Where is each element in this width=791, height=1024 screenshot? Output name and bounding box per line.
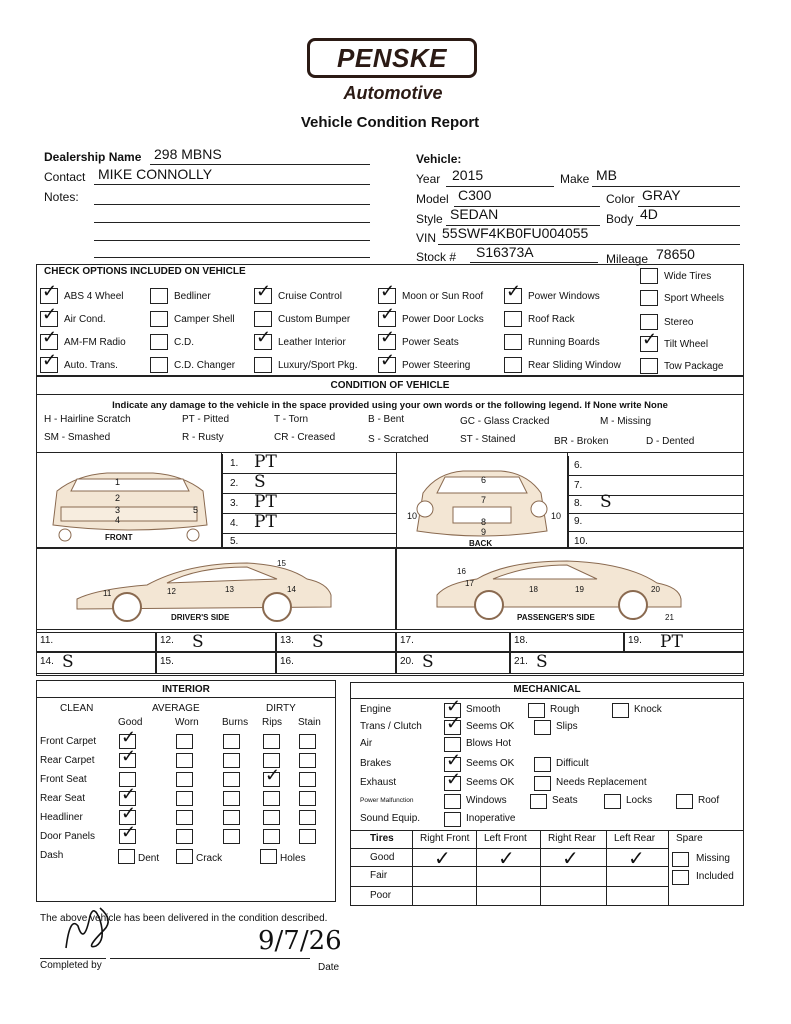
mechanical-option-label: Seems OK xyxy=(466,721,515,732)
mechanical-row-label: Brakes xyxy=(360,758,392,769)
option-label: AM-FM Radio xyxy=(64,337,126,348)
damage-mark[interactable]: S xyxy=(600,492,612,512)
damage-cell-number: 2. xyxy=(230,478,239,489)
signature-image xyxy=(60,896,120,960)
check-mark-icon: ✓ xyxy=(446,769,462,789)
option-label: Power Door Locks xyxy=(402,314,484,325)
passenger-num-18: 18 xyxy=(529,585,538,594)
legend-item: R - Rusty xyxy=(182,432,224,443)
damage-cell[interactable] xyxy=(156,632,276,652)
logo-subtitle: Automotive xyxy=(343,83,443,103)
interior-checkbox[interactable] xyxy=(223,829,240,844)
option-checkbox[interactable] xyxy=(150,288,168,304)
check-mark-icon: ✓ xyxy=(42,327,58,347)
option-label: Sport Wheels xyxy=(664,293,725,304)
dealership-name-label: Dealership Name xyxy=(44,150,142,164)
check-mark-icon: ✓ xyxy=(42,281,58,301)
front-num-3: 3 xyxy=(115,505,121,515)
mechanical-checkbox[interactable] xyxy=(534,757,551,772)
mechanical-checkbox[interactable] xyxy=(444,794,461,809)
interior-checkbox[interactable] xyxy=(263,829,280,844)
interior-column-header: Stain xyxy=(298,717,321,728)
option-checkbox[interactable] xyxy=(504,281,522,304)
color-label: Color xyxy=(606,192,635,206)
driver-num-15: 15 xyxy=(277,559,286,568)
option-checkbox[interactable] xyxy=(640,268,658,284)
interior-column-header: Good xyxy=(118,717,143,728)
model-label: Model xyxy=(416,192,449,206)
option-checkbox[interactable] xyxy=(150,334,168,350)
legend-item: BR - Broken xyxy=(554,436,609,447)
option-label: Cruise Control xyxy=(278,291,342,302)
interior-checkbox[interactable] xyxy=(223,810,240,825)
option-label: Power Seats xyxy=(402,337,459,348)
tire-column-header: Right Rear xyxy=(548,833,596,844)
option-label: Wide Tires xyxy=(664,271,712,282)
mechanical-checkbox[interactable] xyxy=(528,703,545,718)
report-title: Vehicle Condition Report xyxy=(300,114,480,131)
damage-cell-number: 1. xyxy=(230,458,239,469)
back-num-8: 8 xyxy=(481,517,487,527)
damage-mark[interactable]: S xyxy=(254,472,266,492)
option-label: Running Boards xyxy=(528,337,600,348)
check-mark-icon: ✓ xyxy=(380,304,396,324)
damage-cell[interactable] xyxy=(568,512,744,532)
check-mark-icon: ✓ xyxy=(380,281,396,301)
mechanical-row-label: Exhaust xyxy=(360,777,397,788)
damage-mark[interactable]: PT xyxy=(254,492,277,512)
damage-cell[interactable] xyxy=(624,632,744,652)
option-checkbox[interactable] xyxy=(254,281,272,304)
vin-label: VIN xyxy=(416,231,437,245)
mechanical-row-label: Sound Equip. xyxy=(360,813,421,824)
damage-cell-number: 18. xyxy=(514,635,528,646)
damage-cell-number: 17. xyxy=(400,635,414,646)
option-checkbox[interactable] xyxy=(40,304,58,327)
passenger-side-label: PASSENGER'S SIDE xyxy=(517,613,595,622)
mileage-label: Mileage xyxy=(606,252,649,266)
option-checkbox[interactable] xyxy=(504,334,522,350)
mechanical-option-label: Seats xyxy=(552,795,578,806)
tires-label: Tires xyxy=(370,833,394,844)
interior-checkbox[interactable] xyxy=(176,753,193,768)
dash-label: Dash xyxy=(40,850,64,861)
front-label: FRONT xyxy=(105,533,133,542)
year-value[interactable]: 2015 xyxy=(452,167,484,183)
dash-checkbox[interactable] xyxy=(118,849,135,864)
interior-checkbox[interactable] xyxy=(299,829,316,844)
front-num-1: 1 xyxy=(115,477,121,487)
mechanical-option-label: Smooth xyxy=(466,704,501,715)
interior-checkbox[interactable] xyxy=(299,810,316,825)
interior-checkbox[interactable] xyxy=(299,734,316,749)
date-label: Date xyxy=(318,962,340,973)
condition-instruction: Indicate any damage to the vehicle in the space provided using your own words or the following legend. If None write None xyxy=(112,400,668,411)
mechanical-checkbox[interactable] xyxy=(604,794,621,809)
option-label: Bedliner xyxy=(174,291,211,302)
mechanical-row-label: Air xyxy=(360,738,373,749)
tire-row-label: Poor xyxy=(370,890,392,901)
damage-cell[interactable] xyxy=(222,494,396,514)
mileage-value[interactable]: 78650 xyxy=(656,246,695,262)
legend-item: SM - Smashed xyxy=(44,432,111,443)
interior-checkbox[interactable] xyxy=(176,772,193,787)
passenger-num-17: 17 xyxy=(465,579,474,588)
interior-checkbox[interactable] xyxy=(176,791,193,806)
mechanical-checkbox[interactable] xyxy=(444,769,462,791)
contact-value[interactable]: MIKE CONNOLLY xyxy=(98,166,213,182)
option-label: Power Steering xyxy=(402,360,471,371)
legend-item: T - Torn xyxy=(274,414,309,425)
option-label: Custom Bumper xyxy=(278,314,351,325)
check-mark-icon: ✓ xyxy=(506,281,522,301)
scale-dirty: DIRTY xyxy=(266,703,296,714)
damage-cell-number: 16. xyxy=(280,656,294,667)
mechanical-option-label: Windows xyxy=(466,795,507,806)
damage-cell-number: 9. xyxy=(574,516,583,527)
mechanical-option-label: Seems OK xyxy=(466,758,515,769)
interior-column-header: Burns xyxy=(222,717,249,728)
damage-mark[interactable]: S xyxy=(192,632,204,652)
damage-cell-number: 19. xyxy=(628,635,642,646)
damage-mark[interactable]: PT xyxy=(254,512,277,532)
option-checkbox[interactable] xyxy=(254,357,272,373)
option-label: Leather Interior xyxy=(278,337,346,348)
tire-good-check-icon: ✓ xyxy=(628,846,645,870)
mechanical-checkbox[interactable] xyxy=(530,794,547,809)
legend-item: B - Bent xyxy=(368,414,405,425)
option-label: Tilt Wheel xyxy=(664,339,709,350)
driver-num-14: 14 xyxy=(287,585,296,594)
mechanical-option-label: Blows Hot xyxy=(466,738,512,749)
legend-item: S - Scratched xyxy=(368,434,429,445)
front-num-2: 2 xyxy=(115,493,121,503)
stock-value[interactable]: S16373A xyxy=(476,244,534,260)
delivery-statement: The above vehicle has been delivered in the condition described. xyxy=(40,913,328,924)
interior-checkbox[interactable] xyxy=(263,791,280,806)
legend-item: D - Dented xyxy=(646,436,695,447)
body-value[interactable]: 4D xyxy=(640,206,658,222)
driver-num-11: 11 xyxy=(103,589,112,598)
check-mark-icon: ✓ xyxy=(256,327,272,347)
option-checkbox[interactable] xyxy=(40,350,58,373)
mechanical-heading: MECHANICAL xyxy=(513,684,581,695)
damage-cell-number: 7. xyxy=(574,480,583,491)
mechanical-option-label: Locks xyxy=(626,795,653,806)
mechanical-row-label: Trans / Clutch xyxy=(360,721,422,732)
back-diagram xyxy=(396,452,568,548)
interior-checkbox[interactable] xyxy=(299,791,316,806)
driver-num-12: 12 xyxy=(167,587,176,596)
damage-cell-number: 4. xyxy=(230,518,239,529)
passenger-num-21: 21 xyxy=(665,613,674,622)
interior-checkbox[interactable] xyxy=(263,810,280,825)
mechanical-checkbox[interactable] xyxy=(534,720,551,735)
interior-row-label: Rear Seat xyxy=(40,793,86,804)
check-mark-icon: ✓ xyxy=(42,350,58,370)
legend-item: ST - Stained xyxy=(460,434,516,445)
spare-checkbox[interactable] xyxy=(672,870,689,885)
option-checkbox[interactable] xyxy=(378,281,396,304)
scale-average: AVERAGE xyxy=(152,703,200,714)
tire-row-label: Good xyxy=(370,852,395,863)
option-label: Rear Sliding Window xyxy=(528,360,621,371)
option-label: C.D. Changer xyxy=(174,360,236,371)
tire-good-check-icon: ✓ xyxy=(498,846,515,870)
mechanical-row-label: Engine xyxy=(360,704,392,715)
completed-by-label: Completed by xyxy=(40,960,102,971)
check-mark-icon: ✓ xyxy=(265,765,281,785)
option-checkbox[interactable] xyxy=(254,327,272,350)
damage-cell-number: 3. xyxy=(230,498,239,509)
damage-cell-number: 10. xyxy=(574,536,588,547)
check-mark-icon: ✓ xyxy=(42,304,58,324)
body-label: Body xyxy=(606,212,634,226)
option-checkbox[interactable] xyxy=(254,311,272,327)
mechanical-checkbox[interactable] xyxy=(534,776,551,791)
logo-wordmark: PENSKE xyxy=(337,42,447,73)
damage-mark[interactable]: PT xyxy=(254,452,277,472)
option-label: Stereo xyxy=(664,317,694,328)
option-checkbox[interactable] xyxy=(504,311,522,327)
make-label: Make xyxy=(560,172,590,186)
mechanical-option-label: Slips xyxy=(556,721,578,732)
option-checkbox[interactable] xyxy=(40,327,58,350)
mechanical-option-label: Needs Replacement xyxy=(556,777,647,788)
tire-column-header: Right Front xyxy=(420,833,470,844)
passenger-num-19: 19 xyxy=(575,585,584,594)
option-checkbox[interactable] xyxy=(640,329,658,352)
style-label: Style xyxy=(416,212,443,226)
interior-checkbox[interactable] xyxy=(263,734,280,749)
passenger-side-diagram xyxy=(396,548,744,630)
check-mark-icon: ✓ xyxy=(380,350,396,370)
mechanical-option-label: Knock xyxy=(634,704,662,715)
interior-row-label: Headliner xyxy=(40,812,83,823)
tire-good-check-icon: ✓ xyxy=(562,846,579,870)
back-num-7: 7 xyxy=(481,495,487,505)
damage-cell[interactable] xyxy=(568,476,744,496)
damage-cell-number: 5. xyxy=(230,536,239,547)
dash-option-label: Holes xyxy=(280,853,306,864)
dash-checkbox[interactable] xyxy=(176,849,193,864)
dash-checkbox[interactable] xyxy=(260,849,277,864)
option-checkbox[interactable] xyxy=(640,314,658,330)
back-label: BACK xyxy=(469,539,493,548)
damage-cell[interactable] xyxy=(222,532,396,548)
vehicle-heading: Vehicle: xyxy=(416,152,462,166)
mechanical-option-label: Inoperative xyxy=(466,813,516,824)
model-value[interactable]: C300 xyxy=(458,187,492,203)
tire-column-header: Left Rear xyxy=(614,833,656,844)
dash-option-label: Crack xyxy=(196,853,223,864)
legend-item: PT - Pitted xyxy=(182,414,230,425)
interior-checkbox[interactable] xyxy=(299,772,316,787)
mechanical-checkbox[interactable] xyxy=(444,812,461,827)
penske-logo xyxy=(307,38,477,78)
option-checkbox[interactable] xyxy=(378,327,396,350)
interior-row-label: Front Seat xyxy=(40,774,87,785)
option-checkbox[interactable] xyxy=(640,290,658,306)
damage-cell[interactable] xyxy=(222,474,396,494)
scale-clean: CLEAN xyxy=(60,703,94,714)
date-value[interactable]: 9/7/26 xyxy=(258,926,342,956)
interior-column-header: Worn xyxy=(175,717,199,728)
damage-cell-number: 8. xyxy=(574,498,583,509)
damage-cell-number: 20. xyxy=(400,656,414,667)
damage-cell[interactable] xyxy=(276,632,396,652)
check-mark-icon: ✓ xyxy=(121,746,137,766)
spare-option-label: Missing xyxy=(696,853,730,864)
option-label: C.D. xyxy=(174,337,194,348)
damage-cell[interactable] xyxy=(156,652,276,674)
option-label: Auto. Trans. xyxy=(64,360,118,371)
interior-row-label: Rear Carpet xyxy=(40,755,95,766)
damage-mark[interactable]: S xyxy=(62,652,74,672)
mechanical-checkbox[interactable] xyxy=(612,703,629,718)
interior-checkbox[interactable] xyxy=(119,822,137,844)
interior-checkbox[interactable] xyxy=(223,772,240,787)
check-mark-icon: ✓ xyxy=(121,727,137,747)
interior-row-label: Front Carpet xyxy=(40,736,97,747)
front-num-4: 4 xyxy=(115,515,121,525)
back-num-6: 6 xyxy=(481,475,487,485)
interior-checkbox[interactable] xyxy=(223,734,240,749)
check-mark-icon: ✓ xyxy=(380,327,396,347)
interior-checkbox[interactable] xyxy=(223,753,240,768)
check-mark-icon: ✓ xyxy=(121,822,137,842)
make-value[interactable]: MB xyxy=(596,167,617,183)
check-mark-icon: ✓ xyxy=(256,281,272,301)
option-checkbox[interactable] xyxy=(504,357,522,373)
mechanical-checkbox[interactable] xyxy=(444,713,462,735)
option-checkbox[interactable] xyxy=(40,281,58,304)
tire-column-header: Left Front xyxy=(484,833,527,844)
damage-cell[interactable] xyxy=(568,532,744,548)
damage-cell[interactable] xyxy=(568,494,744,514)
damage-cell[interactable] xyxy=(36,652,156,674)
interior-checkbox[interactable] xyxy=(299,753,316,768)
notes-label: Notes: xyxy=(44,190,79,204)
damage-mark[interactable]: S xyxy=(422,652,434,672)
damage-cell-number: 15. xyxy=(160,656,174,667)
damage-mark[interactable]: S xyxy=(536,652,548,672)
option-checkbox[interactable] xyxy=(378,350,396,373)
check-mark-icon: ✓ xyxy=(446,750,462,770)
front-num-5: 5 xyxy=(193,505,199,515)
dash-option-label: Dent xyxy=(138,853,160,864)
back-num-10-left: 10 xyxy=(407,511,418,521)
damage-cell[interactable] xyxy=(36,632,156,652)
damage-cell-number: 14. xyxy=(40,656,54,667)
interior-checkbox[interactable] xyxy=(176,734,193,749)
damage-cell-number: 11. xyxy=(40,635,54,646)
damage-cell[interactable] xyxy=(568,456,744,476)
option-label: Air Cond. xyxy=(64,314,106,325)
spare-checkbox[interactable] xyxy=(672,852,689,867)
mechanical-option-label: Difficult xyxy=(556,758,589,769)
mechanical-option-label: Rough xyxy=(550,704,580,715)
front-diagram xyxy=(36,452,222,548)
dealership-name-value[interactable]: 298 MBNS xyxy=(154,146,222,162)
legend-item: H - Hairline Scratch xyxy=(44,414,131,425)
option-label: ABS 4 Wheel xyxy=(64,291,124,302)
option-label: Camper Shell xyxy=(174,314,235,325)
spare-option-label: Included xyxy=(696,871,734,882)
option-label: Tow Package xyxy=(664,361,724,372)
tire-good-check-icon: ✓ xyxy=(434,846,451,870)
driver-side-label: DRIVER'S SIDE xyxy=(171,613,230,622)
vin-value[interactable]: 55SWF4KB0FU004055 xyxy=(442,225,589,241)
damage-cell[interactable] xyxy=(222,514,396,534)
passenger-num-20: 20 xyxy=(651,585,660,594)
back-num-10-right: 10 xyxy=(551,511,562,521)
option-checkbox[interactable] xyxy=(150,357,168,373)
style-value[interactable]: SEDAN xyxy=(450,206,499,222)
mechanical-option-label: Seems OK xyxy=(466,777,515,788)
check-mark-icon: ✓ xyxy=(121,784,137,804)
damage-mark[interactable]: PT xyxy=(660,632,683,652)
interior-checkbox[interactable] xyxy=(119,746,137,768)
condition-heading: CONDITION OF VEHICLE xyxy=(330,380,450,391)
damage-cell-number: 13. xyxy=(280,635,294,646)
interior-checkbox[interactable] xyxy=(263,765,281,787)
option-label: Roof Rack xyxy=(528,314,575,325)
year-label: Year xyxy=(416,172,441,186)
option-checkbox[interactable] xyxy=(378,304,396,327)
damage-cell[interactable] xyxy=(222,454,396,474)
legend-item: CR - Creased xyxy=(274,432,336,443)
back-num-9: 9 xyxy=(481,527,487,537)
check-mark-icon: ✓ xyxy=(446,713,462,733)
damage-mark[interactable]: S xyxy=(312,632,324,652)
interior-row-label: Door Panels xyxy=(40,831,96,842)
damage-cell-number: 6. xyxy=(574,460,583,471)
tire-column-header: Spare xyxy=(676,833,703,844)
options-heading: CHECK OPTIONS INCLUDED ON VEHICLE xyxy=(44,266,246,277)
interior-checkbox[interactable] xyxy=(176,810,193,825)
mechanical-row-label: Power Malfunction xyxy=(360,797,414,804)
check-mark-icon: ✓ xyxy=(642,329,658,349)
damage-cell-number: 12. xyxy=(160,635,174,646)
tire-row-label: Fair xyxy=(370,870,388,881)
color-value[interactable]: GRAY xyxy=(642,187,681,203)
option-checkbox[interactable] xyxy=(640,358,658,374)
driver-num-13: 13 xyxy=(225,585,234,594)
option-label: Moon or Sun Roof xyxy=(402,291,484,302)
interior-heading: INTERIOR xyxy=(162,684,210,695)
mechanical-checkbox[interactable] xyxy=(676,794,693,809)
option-label: Luxury/Sport Pkg. xyxy=(278,360,358,371)
damage-cell-number: 21. xyxy=(514,656,528,667)
mechanical-option-label: Roof xyxy=(698,795,720,806)
damage-cell[interactable] xyxy=(276,652,396,674)
contact-label: Contact xyxy=(44,170,86,184)
interior-checkbox[interactable] xyxy=(223,791,240,806)
stock-label: Stock # xyxy=(416,250,457,264)
option-label: Power Windows xyxy=(528,291,600,302)
legend-item: GC - Glass Cracked xyxy=(460,416,550,427)
check-mark-icon: ✓ xyxy=(446,696,462,716)
interior-checkbox[interactable] xyxy=(176,829,193,844)
interior-column-header: Rips xyxy=(262,717,283,728)
check-mark-icon: ✓ xyxy=(121,803,137,823)
driver-side-diagram xyxy=(36,548,396,630)
passenger-num-16: 16 xyxy=(457,567,466,576)
legend-item: M - Missing xyxy=(600,416,652,427)
option-checkbox[interactable] xyxy=(150,311,168,327)
